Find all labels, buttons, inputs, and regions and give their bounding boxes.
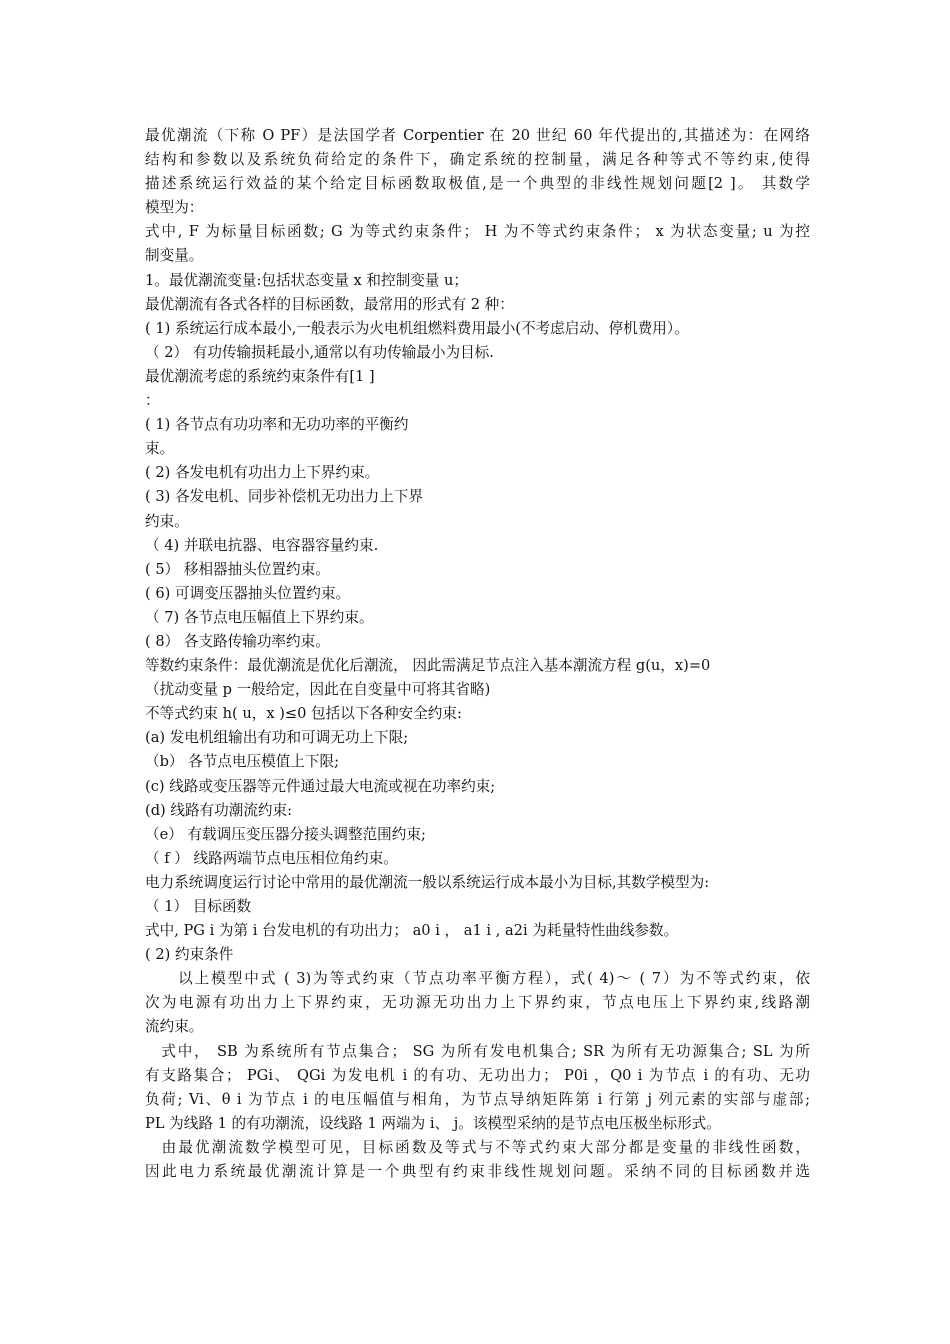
text-line: 1。最优潮流变量:包括状态变量 x 和控制变量 u；	[145, 271, 469, 289]
text-line: 因此电力系统最优潮流计算是一个典型有约束非线性规划问题。采纳不同的目标函数并选	[145, 1163, 810, 1181]
text-line: 模型为：	[145, 199, 204, 217]
text-line: ( 2) 约束条件	[145, 946, 234, 964]
text-line: 电力系统调度运行讨论中常用的最优潮流一般以系统运行成本最小为目标,其数学模型为:	[145, 873, 710, 891]
text-line: ( 1) 各节点有功功率和无功功率的平衡约	[145, 416, 409, 434]
text-line: 流约束。	[145, 1018, 204, 1036]
text-line: (a) 发电机组输出有功和可调无功上下限;	[145, 729, 409, 747]
text-line: ( 6) 可调变压器抽头位置约束。	[145, 584, 351, 602]
text-line: ( 8） 各支路传输功率约束。	[145, 632, 330, 650]
text-line: 最优潮流考虑的系统约束条件有[1 ]	[145, 367, 375, 385]
text-line: （ 4) 并联电抗器、电容器容量约束.	[145, 536, 379, 554]
text-line: (c) 线路或变压器等元件通过最大电流或视在功率约束;	[145, 777, 496, 795]
text-line: （扰动变量 p 一般给定，因此在自变量中可将其省略)	[145, 681, 491, 699]
text-line: (d) 线路有功潮流约束:	[145, 801, 293, 819]
text-line: 以上模型中式 ( 3)为等式约束（节点功率平衡方程），式( 4)～ ( 7）为不等式约束，依	[145, 970, 810, 988]
text-line: 描述系统运行效益的某个给定目标函数取极值,是一个典型的非线性规划问题[2 ]。 其数学	[145, 175, 810, 193]
text-line: 式中, PG i 为第 i 台发电机的有功出力； a0 i ， a1 i , a2i 为耗量特性曲线参数。	[145, 922, 679, 940]
text-line: 有支路集合； PGi、 QGi 为发电机 i 的有功、无功出力； P0i ，Q0 i 为节点 i 的有功、无功	[145, 1066, 810, 1084]
text-line: 结构和参数以及系统负荷给定的条件下，确定系统的控制量，满足各种等式不等约束,使得	[145, 151, 810, 169]
text-line: 负荷; Vi、θ i 为节点 i 的电压幅值与相角，为节点导纳矩阵第 i 行第 j 列元素的实部与虚部;	[145, 1090, 810, 1108]
text-line: 约束。	[145, 512, 189, 530]
text-line: （ f ） 线路两端节点电压相位角约束。	[145, 849, 398, 867]
text-line: ：	[145, 392, 160, 410]
text-line: PL 为线路 1 的有功潮流，设线路 1 两端为 i、 j。该模型采纳的是节点电压极坐标形式。	[145, 1114, 721, 1132]
text-line: 最优潮流有各式各样的目标函数，最常用的形式有 2 种：	[145, 295, 514, 313]
text-line: ( 2) 各发电机有功出力上下界约束。	[145, 464, 380, 482]
text-line: 制变量。	[145, 247, 204, 265]
text-line: 式中, F 为标量目标函数; G 为等式约束条件； H 为不等式约束条件； x 为状态变量; u 为控	[145, 223, 810, 241]
text-line: （e） 有载调压变压器分接头调整范围约束;	[145, 825, 426, 843]
text-line: 不等式约束 h( u，x )≤0 包括以下各种安全约束:	[145, 705, 462, 723]
text-line: ( 5） 移相器抽头位置约束。	[145, 560, 330, 578]
text-line: ( 3) 各发电机、同步补偿机无功出力上下界	[145, 488, 424, 506]
text-line: ( 1) 系统运行成本最小,一般表示为火电机组燃料费用最小(不考虑启动、停机费用）。	[145, 319, 689, 337]
text-line: 最优潮流（下称 O PF）是法国学者 Corpentier 在 20 世纪 60 年代提出的,其描述为：在网络	[145, 127, 810, 144]
text-line: 式中， SB 为系统所有节点集合； SG 为所有发电机集合; SR 为所有无功源集合; SL 为所	[145, 1042, 810, 1060]
text-line: 由最优潮流数学模型可见，目标函数及等式与不等式约束大部分都是变量的非线性函数，	[145, 1138, 810, 1156]
text-line: （ 7) 各节点电压幅值上下界约束。	[145, 608, 374, 626]
text-line: 束。	[145, 440, 175, 458]
document-body	[145, 124, 810, 1184]
text-line: （ 2） 有功传输损耗最小,通常以有功传输最小为目标.	[145, 343, 494, 361]
text-line: 等数约束条件：最优潮流是优化后潮流， 因此需满足节点注入基本潮流方程 g(u，x)=0	[145, 657, 711, 675]
text-line: 次为电源有功出力上下界约束，无功源无功出力上下界约束，节点电压上下界约束,线路潮	[145, 994, 810, 1012]
text-line: （ 1） 目标函数	[145, 898, 252, 915]
text-line: （b） 各节点电压模值上下限;	[145, 753, 340, 771]
